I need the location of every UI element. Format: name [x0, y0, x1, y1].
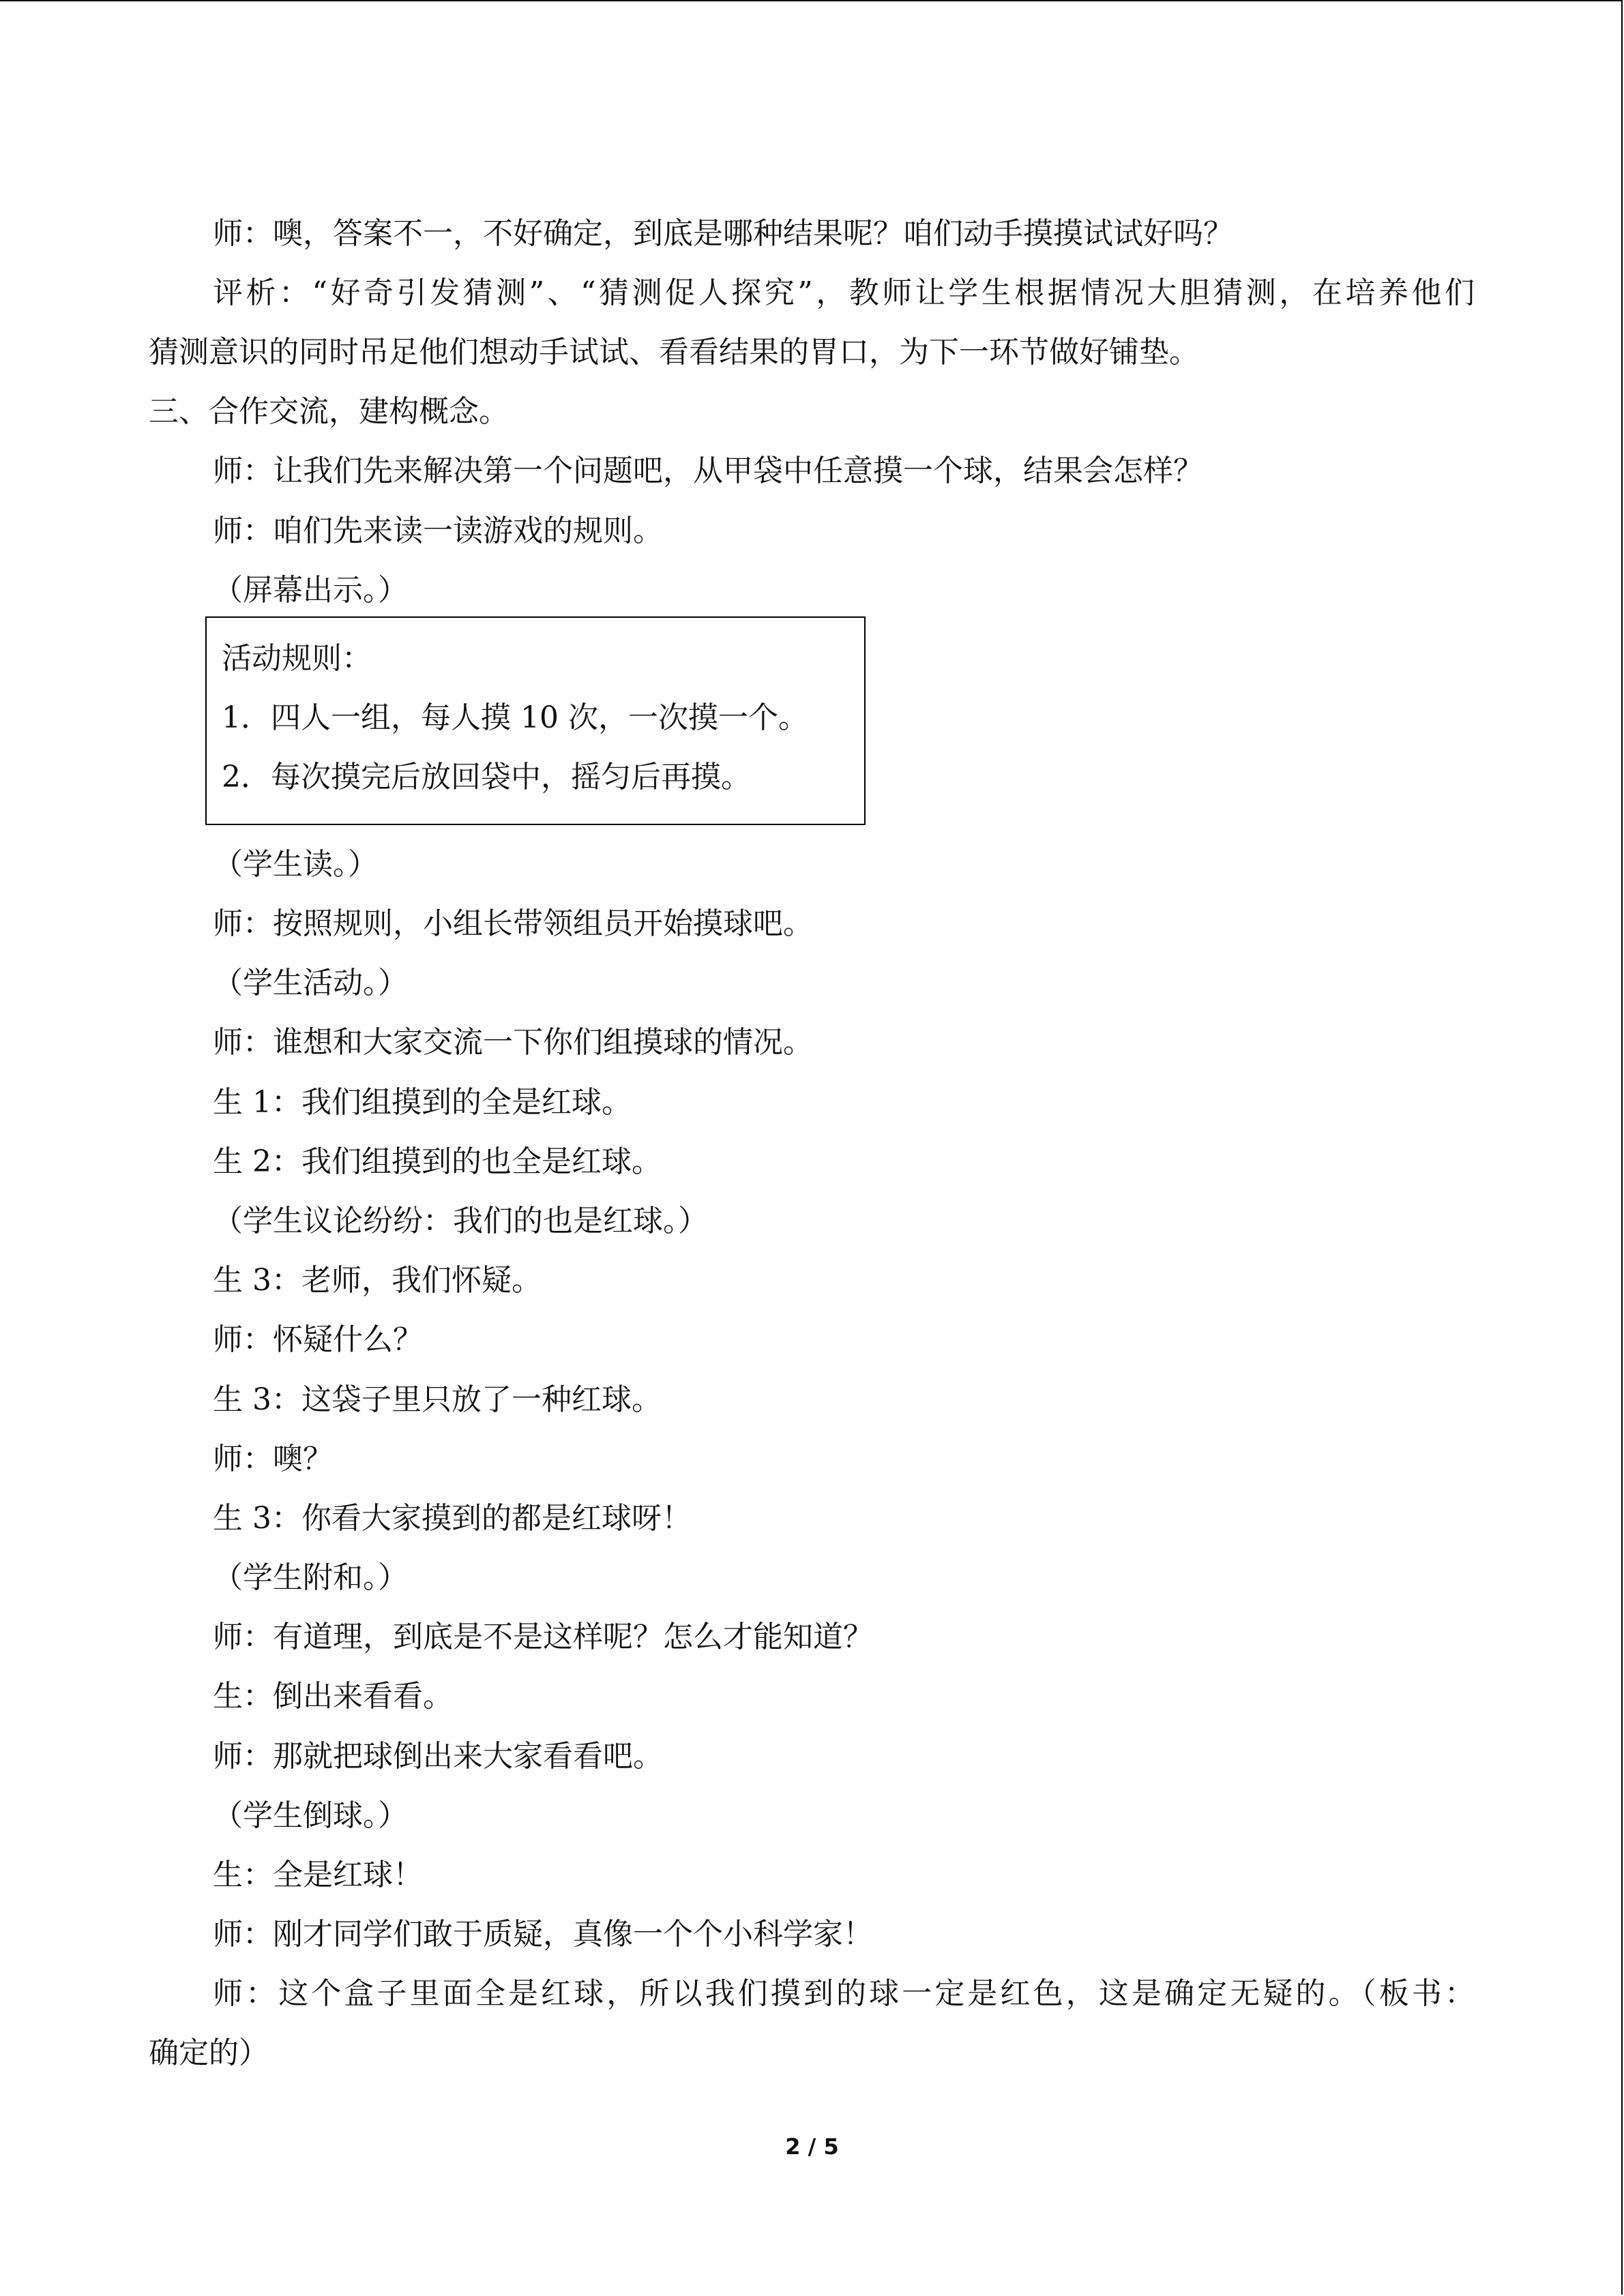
paragraph-line: 师：噢，答案不一，不好确定，到底是哪种结果呢？咱们动手摸摸试试好吗？ [213, 216, 1233, 251]
paragraph-line: 师：谁想和大家交流一下你们组摸球的情况。 [213, 1025, 813, 1060]
page-number: 2 / 5 [785, 2134, 839, 2160]
section-heading: 三、合作交流，建构概念。 [149, 394, 509, 429]
paragraph-line: 师：噢？ [213, 1442, 333, 1476]
paragraph-line: 生 3：你看大家摸到的都是红球呀！ [213, 1501, 692, 1536]
paragraph-line: 师：这个盒子里面全是红球，所以我们摸到的球一定是红色，这是确定无疑的。（板书： [213, 1976, 1475, 2011]
paragraph-line: 师：让我们先来解决第一个问题吧，从甲袋中任意摸一个球，结果会怎样？ [213, 453, 1203, 488]
activity-rules-box [205, 616, 866, 825]
paragraph-line: 评析：“好奇引发猜测”、“猜测促人探究”，教师让学生根据情况大胆猜测，在培养他们 [213, 275, 1475, 310]
paragraph-line: 猜测意识的同时吊足他们想动手试试、看看结果的胃口，为下一环节做好铺垫。 [149, 335, 1199, 370]
paragraph-line: （学生读。） [213, 847, 378, 882]
paragraph-line: 生 3：这袋子里只放了一种红球。 [213, 1382, 662, 1417]
paragraph-line: 生：倒出来看看。 [213, 1679, 453, 1714]
paragraph-line: 师：刚才同学们敢于质疑，真像一个个小科学家！ [213, 1917, 873, 1952]
paragraph-line: 师：咱们先来读一读游戏的规则。 [213, 513, 663, 548]
paragraph-line: 生 2：我们组摸到的也全是红球。 [213, 1144, 662, 1179]
paragraph-line: 生 1：我们组摸到的全是红球。 [213, 1085, 632, 1120]
rules-item: 2．每次摸完后放回袋中，摇匀后再摸。 [222, 760, 751, 794]
paragraph-line: （学生活动。） [213, 966, 408, 1000]
paragraph-line: 师：那就把球倒出来大家看看吧。 [213, 1739, 663, 1774]
paragraph-line: 师：按照规则，小组长带领组员开始摸球吧。 [213, 906, 813, 941]
paragraph-line: 生 3：老师，我们怀疑。 [213, 1263, 542, 1298]
paragraph-line: （屏幕出示。） [213, 573, 408, 608]
paragraph-line: （学生议论纷纷：我们的也是红球。） [213, 1204, 708, 1238]
paragraph-line: （学生倒球。） [213, 1798, 408, 1833]
rules-item: 1．四人一组，每人摸 10 次，一次摸一个。 [222, 700, 808, 735]
paragraph-line: （学生附和。） [213, 1560, 408, 1595]
paragraph-line: 生：全是红球！ [213, 1858, 423, 1892]
paragraph-line: 师：怀疑什么？ [213, 1322, 423, 1357]
paragraph-line: 确定的） [149, 2036, 269, 2070]
rules-title: 活动规则： [222, 641, 372, 676]
paragraph-line: 师：有道理，到底是不是这样呢？怎么才能知道？ [213, 1620, 873, 1654]
